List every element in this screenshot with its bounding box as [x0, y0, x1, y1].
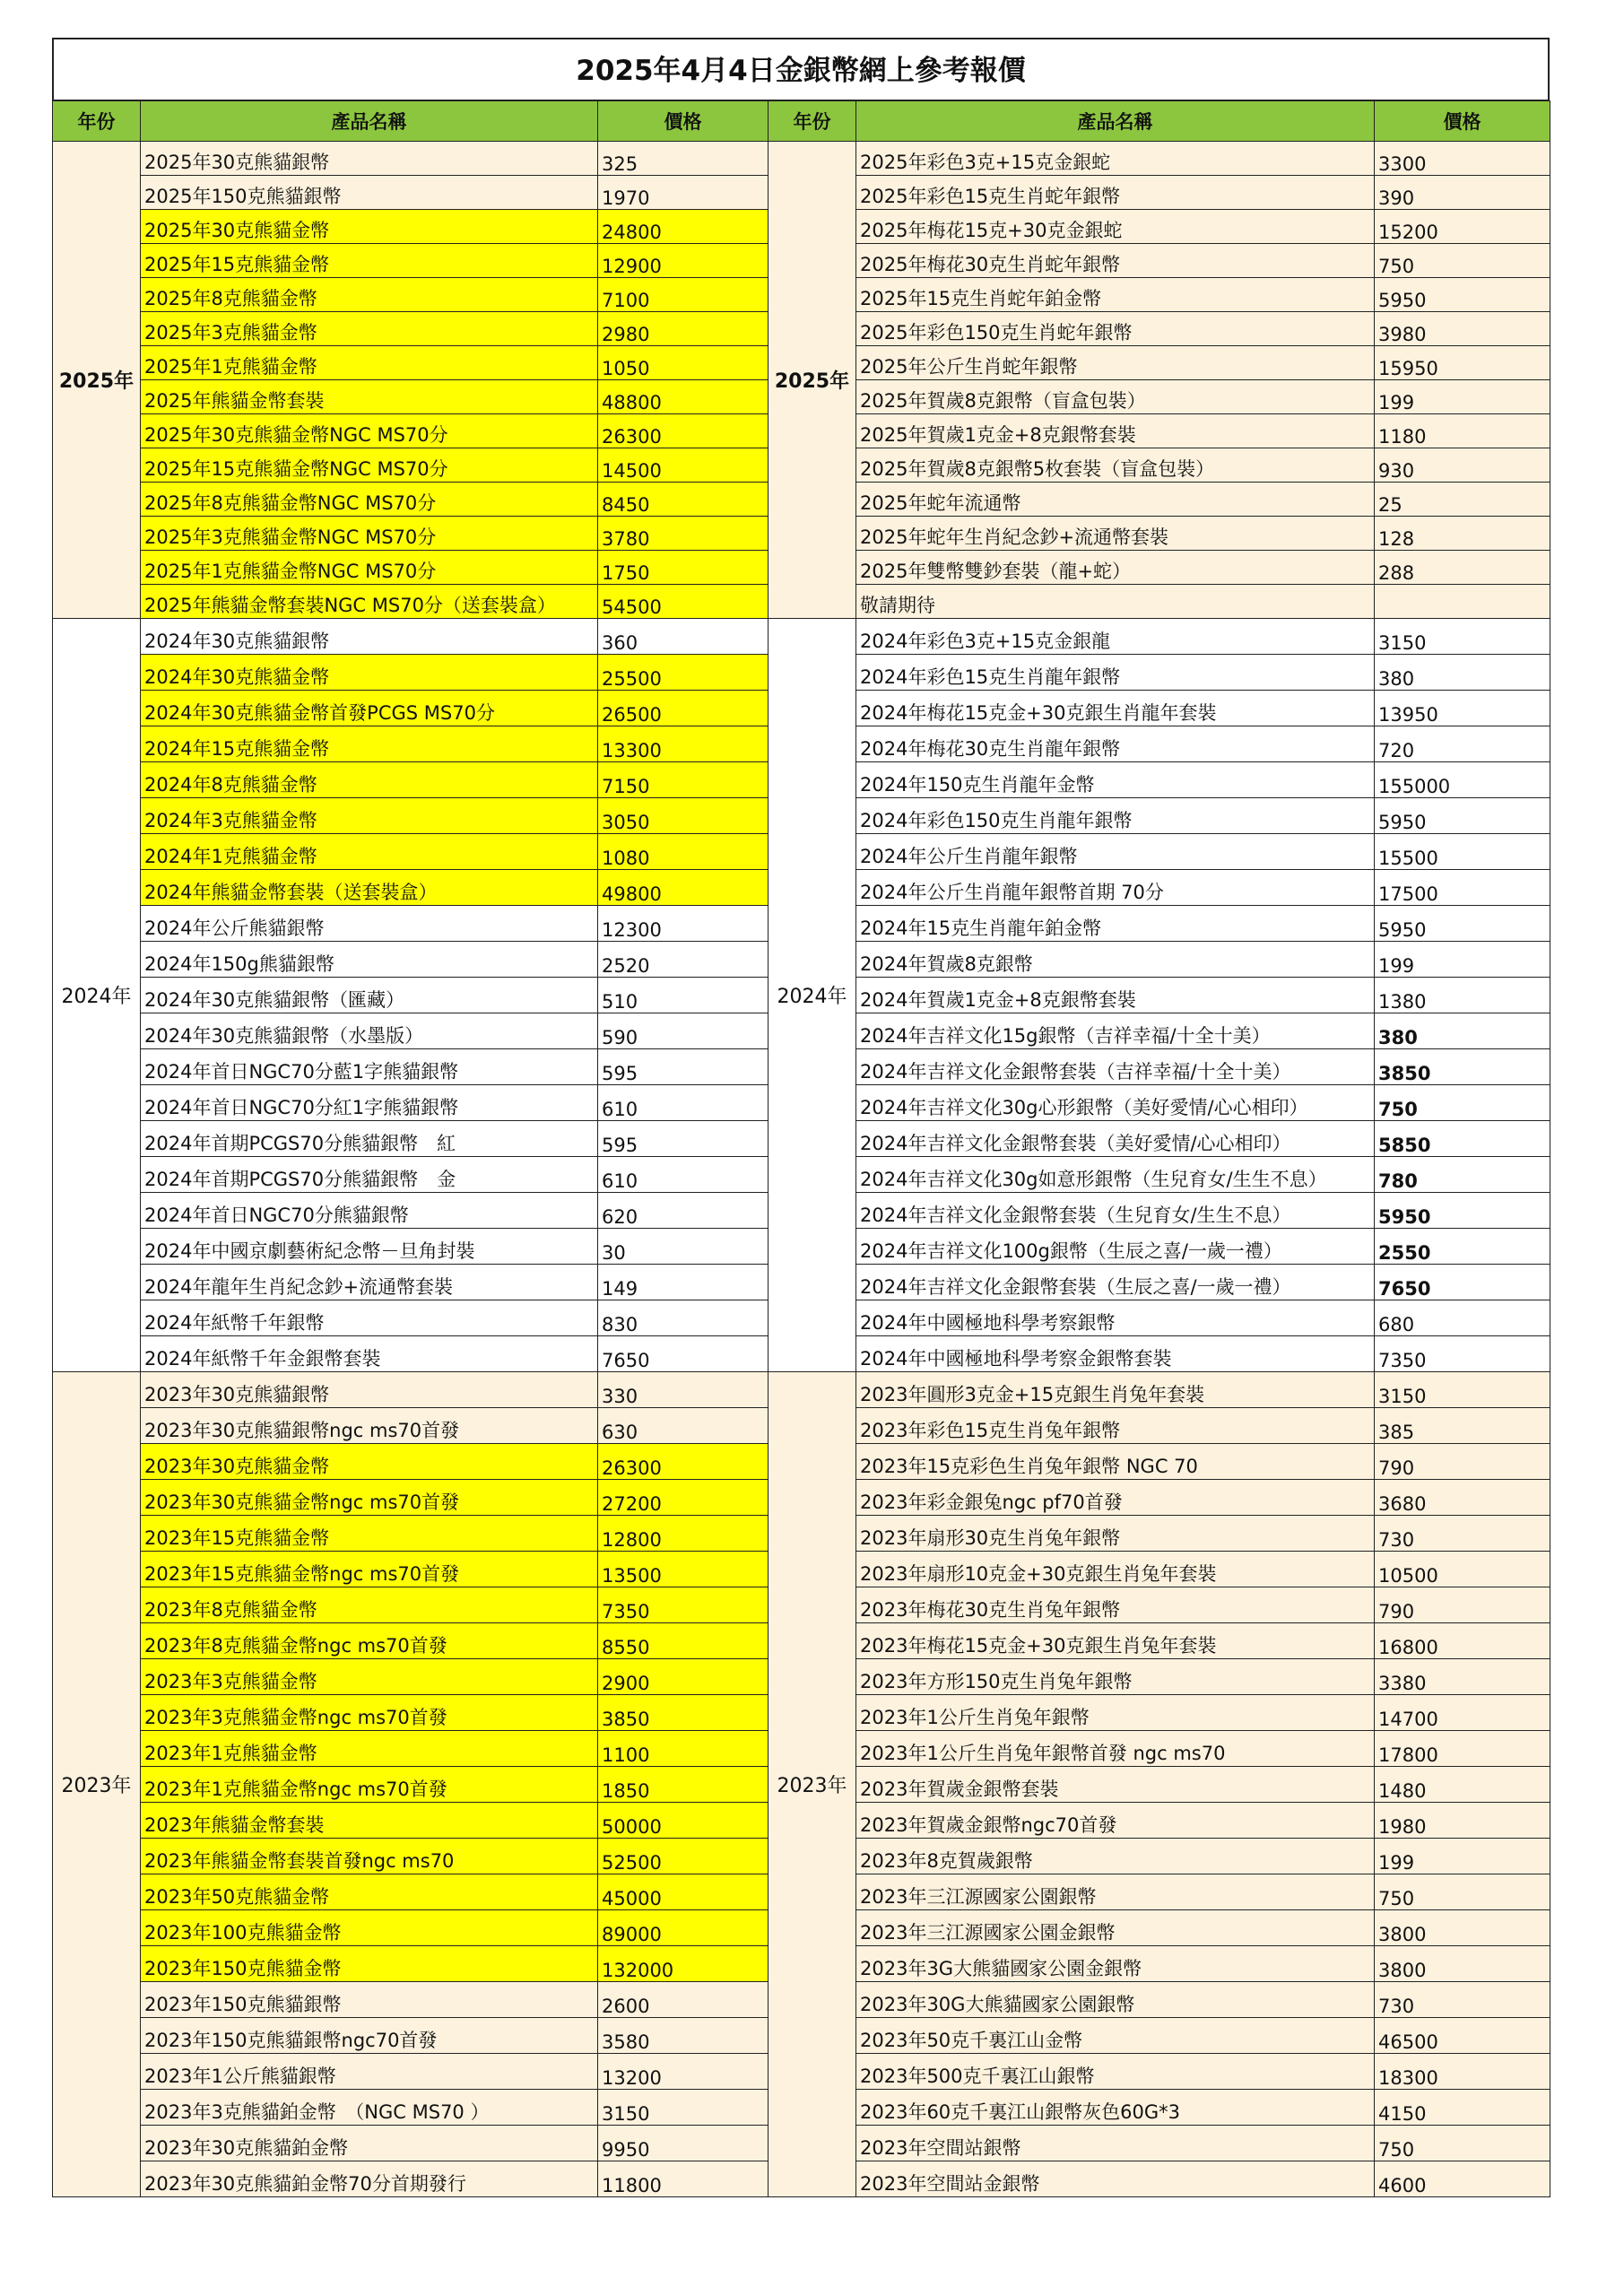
product-price: 720 [1375, 726, 1550, 762]
product-name: 2023年150克熊貓銀幣ngc70首發 [141, 2018, 598, 2054]
product-price: 46500 [1375, 2018, 1550, 2054]
product-name: 2024年龍年生肖紀念鈔+流通幣套裝 [141, 1265, 598, 1300]
product-price: 9950 [598, 2126, 769, 2161]
product-price: 750 [1375, 1874, 1550, 1910]
product-name: 2024年首日NGC70分熊貓銀幣 [141, 1193, 598, 1229]
product-name: 2023年30克熊貓鉑金幣 [141, 2126, 598, 2161]
product-name: 2024年30克熊貓銀幣（水墨版） [141, 1013, 598, 1049]
product-price: 18300 [1375, 2054, 1550, 2090]
product-price: 50000 [598, 1803, 769, 1839]
product-name: 2023年30克熊貓銀幣ngc ms70首發 [141, 1408, 598, 1444]
product-price: 7100 [598, 278, 769, 312]
product-price: 3150 [1375, 619, 1550, 655]
product-name: 2024年彩色15克生肖龍年銀幣 [856, 655, 1375, 691]
product-price: 199 [1375, 1839, 1550, 1874]
year-cell-right: 2025年 [769, 142, 856, 619]
product-name: 2024年熊貓金幣套裝（送套裝盒） [141, 870, 598, 906]
product-price: 3380 [1375, 1659, 1550, 1695]
product-price: 10500 [1375, 1552, 1550, 1587]
product-name: 2023年梅花30克生肖兔年銀幣 [856, 1587, 1375, 1623]
product-name: 2024年首期PCGS70分熊貓銀幣 紅 [141, 1121, 598, 1157]
product-name: 2024年首日NGC70分藍1字熊貓銀幣 [141, 1049, 598, 1085]
product-price: 750 [1375, 244, 1550, 278]
product-price: 3850 [598, 1695, 769, 1731]
product-name: 2024年紙幣千年銀幣 [141, 1300, 598, 1336]
product-name: 2025年彩色15克生肖蛇年銀幣 [856, 176, 1375, 210]
product-price: 390 [1375, 176, 1550, 210]
product-price: 132000 [598, 1946, 769, 1982]
product-name: 2023年30G大熊貓國家公園銀幣 [856, 1982, 1375, 2018]
product-name: 2024年公斤生肖龍年銀幣首期 70分 [856, 870, 1375, 906]
product-price: 149 [598, 1265, 769, 1300]
product-price: 8450 [598, 483, 769, 517]
product-price: 1050 [598, 346, 769, 380]
product-name: 2023年30克熊貓鉑金幣70分首期發行 [141, 2161, 598, 2197]
product-price [1375, 585, 1550, 619]
product-name: 2025年梅花30克生肖蛇年銀幣 [856, 244, 1375, 278]
product-price: 24800 [598, 210, 769, 244]
product-name: 2024年首期PCGS70分熊貓銀幣 金 [141, 1157, 598, 1193]
product-price: 11800 [598, 2161, 769, 2197]
product-name: 2024年中國極地科學考察銀幣 [856, 1300, 1375, 1336]
product-price: 3580 [598, 2018, 769, 2054]
product-price: 25 [1375, 483, 1550, 517]
product-name: 2023年15克熊貓金幣 [141, 1516, 598, 1552]
product-price: 730 [1375, 1516, 1550, 1552]
product-price: 30 [598, 1229, 769, 1265]
product-price: 3800 [1375, 1946, 1550, 1982]
product-price: 2900 [598, 1659, 769, 1695]
product-price: 5950 [1375, 798, 1550, 834]
product-price: 1080 [598, 834, 769, 870]
product-price: 630 [598, 1408, 769, 1444]
product-name: 2023年空間站銀幣 [856, 2126, 1375, 2161]
header-year: 年份 [53, 101, 141, 142]
product-name: 2023年8克熊貓金幣ngc ms70首發 [141, 1623, 598, 1659]
year-cell-right: 2023年 [769, 1372, 856, 2197]
product-price: 3980 [1375, 312, 1550, 346]
product-price: 930 [1375, 448, 1550, 483]
product-name: 2025年彩色150克生肖蛇年銀幣 [856, 312, 1375, 346]
product-name: 2023年15克彩色生肖兔年銀幣 NGC 70 [856, 1444, 1375, 1480]
product-name: 2023年1克熊貓金幣ngc ms70首發 [141, 1767, 598, 1803]
product-name: 2023年150克熊貓金幣 [141, 1946, 598, 1982]
product-name: 2025年彩色3克+15克金銀蛇 [856, 142, 1375, 176]
product-name: 2024年吉祥文化30g心形銀幣（美好愛情/心心相印） [856, 1085, 1375, 1121]
product-price: 15200 [1375, 210, 1550, 244]
product-name: 2024年紙幣千年金銀幣套裝 [141, 1336, 598, 1372]
product-name: 2024年中國京劇藝術紀念幣－旦角封裝 [141, 1229, 598, 1265]
product-price: 49800 [598, 870, 769, 906]
product-name: 2025年梅花15克+30克金銀蛇 [856, 210, 1375, 244]
product-price: 8550 [598, 1623, 769, 1659]
product-price: 4150 [1375, 2090, 1550, 2126]
table-row [53, 619, 1550, 655]
product-name: 2025年賀歲1克金+8克銀幣套裝 [856, 414, 1375, 448]
product-name: 2024年賀歲1克金+8克銀幣套裝 [856, 978, 1375, 1013]
product-price: 750 [1375, 2126, 1550, 2161]
product-name: 2023年熊貓金幣套裝首發ngc ms70 [141, 1839, 598, 1874]
product-name: 2025年1克熊貓金幣NGC MS70分 [141, 551, 598, 585]
product-price: 830 [598, 1300, 769, 1336]
product-name: 2023年方形150克生肖兔年銀幣 [856, 1659, 1375, 1695]
product-name: 2024年30克熊貓金幣 [141, 655, 598, 691]
product-price: 790 [1375, 1587, 1550, 1623]
product-price: 288 [1375, 551, 1550, 585]
product-price: 790 [1375, 1444, 1550, 1480]
header-row [53, 101, 1550, 142]
product-name: 2024年吉祥文化100g銀幣（生辰之喜/一歲一禮） [856, 1229, 1375, 1265]
page-title: 2025年4月4日金銀幣網上參考報價 [52, 38, 1550, 100]
product-name: 2024年吉祥文化金銀幣套裝（吉祥幸福/十全十美） [856, 1049, 1375, 1085]
product-name: 2023年梅花15克金+30克銀生肖兔年套裝 [856, 1623, 1375, 1659]
product-name: 2025年15克熊貓金幣 [141, 244, 598, 278]
product-price: 3850 [1375, 1049, 1550, 1085]
product-price: 15500 [1375, 834, 1550, 870]
product-price: 199 [1375, 380, 1550, 414]
product-name: 2025年蛇年流通幣 [856, 483, 1375, 517]
product-name: 2024年15克生肖龍年鉑金幣 [856, 906, 1375, 942]
product-name: 2023年30克熊貓金幣ngc ms70首發 [141, 1480, 598, 1516]
product-price: 25500 [598, 655, 769, 691]
product-price: 13300 [598, 726, 769, 762]
product-price: 14500 [598, 448, 769, 483]
product-price: 48800 [598, 380, 769, 414]
product-name: 2024年吉祥文化金銀幣套裝（生辰之喜/一歲一禮） [856, 1265, 1375, 1300]
product-price: 13500 [598, 1552, 769, 1587]
product-price: 155000 [1375, 762, 1550, 798]
product-price: 360 [598, 619, 769, 655]
product-price: 15950 [1375, 346, 1550, 380]
table-row [53, 142, 1550, 176]
product-name: 2024年梅花15克金+30克銀生肖龍年套裝 [856, 691, 1375, 726]
product-name: 2023年熊貓金幣套裝 [141, 1803, 598, 1839]
product-name: 2024年吉祥文化金銀幣套裝（美好愛情/心心相印） [856, 1121, 1375, 1157]
year-cell-left: 2023年 [53, 1372, 141, 2197]
product-price: 595 [598, 1121, 769, 1157]
product-name: 2025年熊貓金幣套裝 [141, 380, 598, 414]
product-price: 3800 [1375, 1910, 1550, 1946]
product-price: 610 [598, 1085, 769, 1121]
product-price: 2520 [598, 942, 769, 978]
product-price: 7650 [1375, 1265, 1550, 1300]
product-price: 5950 [1375, 1193, 1550, 1229]
product-name: 2023年三江源國家公園金銀幣 [856, 1910, 1375, 1946]
product-name: 2024年中國極地科學考察金銀幣套裝 [856, 1336, 1375, 1372]
product-name: 2023年空間站金銀幣 [856, 2161, 1375, 2197]
product-price: 510 [598, 978, 769, 1013]
product-name: 2024年梅花30克生肖龍年銀幣 [856, 726, 1375, 762]
product-price: 199 [1375, 942, 1550, 978]
product-price: 1750 [598, 551, 769, 585]
product-price: 3150 [1375, 1372, 1550, 1408]
product-name: 2024年1克熊貓金幣 [141, 834, 598, 870]
product-name: 2025年15克熊貓金幣NGC MS70分 [141, 448, 598, 483]
header-name: 產品名稱 [856, 101, 1375, 142]
product-price: 26300 [598, 414, 769, 448]
product-name: 2023年賀歲金銀幣ngc70首發 [856, 1803, 1375, 1839]
product-price: 12900 [598, 244, 769, 278]
header-name: 產品名稱 [141, 101, 598, 142]
product-name: 2025年30克熊貓銀幣 [141, 142, 598, 176]
product-name: 2024年150g熊貓銀幣 [141, 942, 598, 978]
product-name: 2024年30克熊貓金幣首發PCGS MS70分 [141, 691, 598, 726]
product-name: 2023年50克千裏江山金幣 [856, 2018, 1375, 2054]
product-price: 5850 [1375, 1121, 1550, 1157]
product-price: 54500 [598, 585, 769, 619]
product-name: 2024年彩色150克生肖龍年銀幣 [856, 798, 1375, 834]
product-name: 2023年扇形30克生肖兔年銀幣 [856, 1516, 1375, 1552]
product-name: 2025年30克熊貓金幣NGC MS70分 [141, 414, 598, 448]
product-name: 2024年賀歲8克銀幣 [856, 942, 1375, 978]
year-cell-right: 2024年 [769, 619, 856, 1372]
product-name: 2024年吉祥文化30g如意形銀幣（生兒育女/生生不息） [856, 1157, 1375, 1193]
product-price: 380 [1375, 655, 1550, 691]
header-price: 價格 [598, 101, 769, 142]
product-name: 2025年公斤生肖蛇年銀幣 [856, 346, 1375, 380]
product-name: 2023年3克熊貓金幣 [141, 1659, 598, 1695]
product-name: 2024年150克生肖龍年金幣 [856, 762, 1375, 798]
product-price: 590 [598, 1013, 769, 1049]
product-price: 1380 [1375, 978, 1550, 1013]
product-price: 5950 [1375, 906, 1550, 942]
product-price: 128 [1375, 517, 1550, 551]
product-name: 敬請期待 [856, 585, 1375, 619]
product-price: 26300 [598, 1444, 769, 1480]
product-name: 2024年公斤生肖龍年銀幣 [856, 834, 1375, 870]
price-table [52, 100, 1550, 2197]
product-name: 2024年公斤熊貓銀幣 [141, 906, 598, 942]
product-price: 7350 [598, 1587, 769, 1623]
product-name: 2024年30克熊貓銀幣（匯藏） [141, 978, 598, 1013]
product-price: 730 [1375, 1982, 1550, 2018]
table-row [53, 1372, 1550, 1408]
product-name: 2025年賀歲8克銀幣（盲盒包裝） [856, 380, 1375, 414]
product-name: 2023年15克熊貓金幣ngc ms70首發 [141, 1552, 598, 1587]
product-price: 13950 [1375, 691, 1550, 726]
product-price: 7650 [598, 1336, 769, 1372]
price-sheet [52, 38, 1550, 2197]
product-name: 2023年彩金銀兔ngc pf70首發 [856, 1480, 1375, 1516]
product-price: 4600 [1375, 2161, 1550, 2197]
product-price: 14700 [1375, 1695, 1550, 1731]
product-name: 2023年3克熊貓金幣ngc ms70首發 [141, 1695, 598, 1731]
product-price: 780 [1375, 1157, 1550, 1193]
product-price: 3300 [1375, 142, 1550, 176]
header-price: 價格 [1375, 101, 1550, 142]
product-name: 2023年彩色15克生肖兔年銀幣 [856, 1408, 1375, 1444]
product-price: 385 [1375, 1408, 1550, 1444]
product-price: 16800 [1375, 1623, 1550, 1659]
year-cell-left: 2024年 [53, 619, 141, 1372]
product-price: 3780 [598, 517, 769, 551]
product-name: 2025年蛇年生肖紀念鈔+流通幣套裝 [856, 517, 1375, 551]
product-name: 2024年吉祥文化15g銀幣（吉祥幸福/十全十美） [856, 1013, 1375, 1049]
product-name: 2025年8克熊貓金幣NGC MS70分 [141, 483, 598, 517]
product-name: 2025年150克熊貓銀幣 [141, 176, 598, 210]
product-price: 12800 [598, 1516, 769, 1552]
product-name: 2025年賀歲8克銀幣5枚套裝（盲盒包裝） [856, 448, 1375, 483]
product-name: 2024年首日NGC70分紅1字熊貓銀幣 [141, 1085, 598, 1121]
product-name: 2025年3克熊貓金幣 [141, 312, 598, 346]
product-price: 380 [1375, 1013, 1550, 1049]
product-price: 330 [598, 1372, 769, 1408]
product-name: 2024年15克熊貓金幣 [141, 726, 598, 762]
product-price: 610 [598, 1157, 769, 1193]
product-price: 5950 [1375, 278, 1550, 312]
product-name: 2025年熊貓金幣套裝NGC MS70分（送套裝盒） [141, 585, 598, 619]
product-price: 3680 [1375, 1480, 1550, 1516]
product-name: 2023年50克熊貓金幣 [141, 1874, 598, 1910]
product-price: 17800 [1375, 1731, 1550, 1767]
product-name: 2023年1公斤生肖兔年銀幣 [856, 1695, 1375, 1731]
product-name: 2023年30克熊貓銀幣 [141, 1372, 598, 1408]
product-price: 2550 [1375, 1229, 1550, 1265]
product-price: 595 [598, 1049, 769, 1085]
product-name: 2025年8克熊貓金幣 [141, 278, 598, 312]
product-name: 2023年100克熊貓金幣 [141, 1910, 598, 1946]
year-cell-left: 2025年 [53, 142, 141, 619]
product-price: 1480 [1375, 1767, 1550, 1803]
product-price: 1100 [598, 1731, 769, 1767]
product-name: 2023年8克賀歲銀幣 [856, 1839, 1375, 1874]
product-name: 2023年3G大熊貓國家公園金銀幣 [856, 1946, 1375, 1982]
product-name: 2023年圓形3克金+15克銀生肖兔年套裝 [856, 1372, 1375, 1408]
product-name: 2024年彩色3克+15克金銀龍 [856, 619, 1375, 655]
product-price: 45000 [598, 1874, 769, 1910]
product-name: 2025年1克熊貓金幣 [141, 346, 598, 380]
product-price: 26500 [598, 691, 769, 726]
product-price: 1970 [598, 176, 769, 210]
product-price: 1850 [598, 1767, 769, 1803]
product-price: 12300 [598, 906, 769, 942]
product-price: 1980 [1375, 1803, 1550, 1839]
product-price: 7350 [1375, 1336, 1550, 1372]
product-name: 2025年15克生肖蛇年鉑金幣 [856, 278, 1375, 312]
product-name: 2025年雙幣雙鈔套裝（龍+蛇） [856, 551, 1375, 585]
product-price: 27200 [598, 1480, 769, 1516]
product-name: 2023年30克熊貓金幣 [141, 1444, 598, 1480]
header-year: 年份 [769, 101, 856, 142]
product-name: 2024年30克熊貓銀幣 [141, 619, 598, 655]
product-name: 2024年8克熊貓金幣 [141, 762, 598, 798]
product-name: 2024年3克熊貓金幣 [141, 798, 598, 834]
product-price: 2980 [598, 312, 769, 346]
product-name: 2023年500克千裏江山銀幣 [856, 2054, 1375, 2090]
product-name: 2023年8克熊貓金幣 [141, 1587, 598, 1623]
product-name: 2023年賀歲金銀幣套裝 [856, 1767, 1375, 1803]
product-price: 1180 [1375, 414, 1550, 448]
product-price: 620 [598, 1193, 769, 1229]
product-price: 17500 [1375, 870, 1550, 906]
product-name: 2023年150克熊貓銀幣 [141, 1982, 598, 2018]
product-price: 3150 [598, 2090, 769, 2126]
product-price: 325 [598, 142, 769, 176]
product-price: 52500 [598, 1839, 769, 1874]
product-price: 3050 [598, 798, 769, 834]
product-price: 7150 [598, 762, 769, 798]
product-name: 2023年1公斤生肖兔年銀幣首發 ngc ms70 [856, 1731, 1375, 1767]
product-name: 2023年3克熊貓鉑金幣 （NGC MS70 ） [141, 2090, 598, 2126]
product-price: 750 [1375, 1085, 1550, 1121]
product-name: 2023年60克千裏江山銀幣灰色60G*3 [856, 2090, 1375, 2126]
product-name: 2023年1公斤熊貓銀幣 [141, 2054, 598, 2090]
product-price: 2600 [598, 1982, 769, 2018]
product-price: 89000 [598, 1910, 769, 1946]
product-name: 2023年扇形10克金+30克銀生肖兔年套裝 [856, 1552, 1375, 1587]
product-name: 2023年1克熊貓金幣 [141, 1731, 598, 1767]
product-name: 2025年30克熊貓金幣 [141, 210, 598, 244]
product-price: 680 [1375, 1300, 1550, 1336]
product-name: 2025年3克熊貓金幣NGC MS70分 [141, 517, 598, 551]
product-name: 2023年三江源國家公園銀幣 [856, 1874, 1375, 1910]
product-price: 13200 [598, 2054, 769, 2090]
product-name: 2024年吉祥文化金銀幣套裝（生兒育女/生生不息） [856, 1193, 1375, 1229]
